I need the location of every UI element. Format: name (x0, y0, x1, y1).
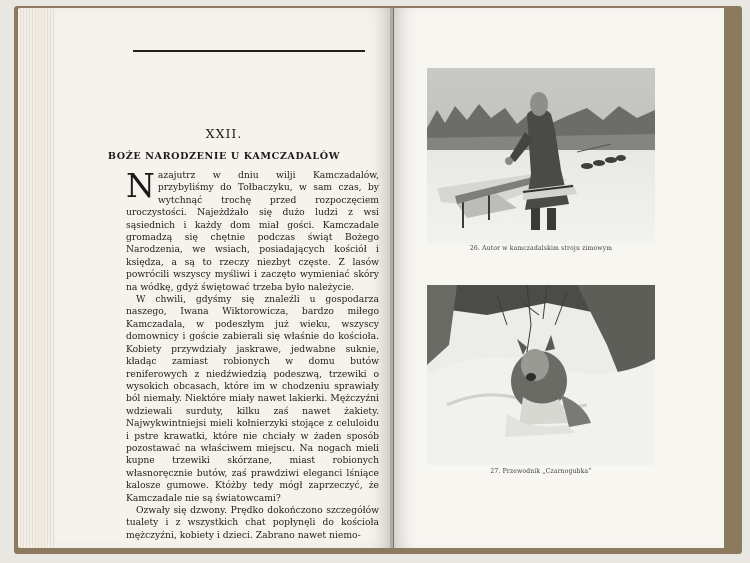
left-page (55, 8, 393, 548)
drop-cap: N (126, 166, 155, 205)
chapter-title: BOŻE NARODZENIE U KAMCZADALÓW (107, 151, 341, 162)
paragraph-text: azajutrz w dniu wilji Kamczadalów, przybyliśmy do Tołbaczyku, w sam czas, by wytchnąć trochę przed rozpoczęciem uroczystości. Najeżdżało się dużo ludzi z wsi sąsiednich i każdy dom miał gości. Kamczadale gromadzą się chętnie podczas świąt Bożego Narodzenia, we wsiach, posiadających kościół i księdza, a są to rzeczy niezbyt częste. Z lasów powrócili wszyscy myśliwi i zaczęto wymieniać skóry na wódkę, gdyż świętować trzeba było należycie. (126, 170, 379, 293)
paragraph: W chwili, gdyśmy się znaleźli u gospodarza naszego, Iwana Wiktorowicza, bardzo miłego Kamczadala, w podeszłym już wieku, wszyscy domownicy i goście zabierali się właśnie do kościoła. Kobiety przywdziały jaskrawe, jedwabne suknie, kładąc zamiast robionych w domu butów reniferowych z niedźwiedzią podeszwą, trzewiki o wysokich obcasach, które im w chodzeniu sprawiały ból niemały. Niektóre miały nawet lakierki. Mężczyźni wdziewali surduty, kilku zaś nawet żakiety. Najwykwintniejsi mieli kołnierzyki stojące z celuloidu i pstre krawatki, które nie chciały w żaden sposób pozostawać na właściwem miejscu. Na nogach mieli kupne trzewiki skórzane, miast robionych własnoręcznie butów, zaś prawdziwi eleganci lśniące kalosze gumowe. Któżby tedy mógł zaprzeczyć, że Kamczadale nie są światowcami? (126, 294, 379, 504)
page-edges (18, 8, 58, 548)
chapter-number: XXII. (205, 126, 243, 141)
paragraph: Ozwały się dzwony. Prędko dokończono szczegółów tualety i z wszystkich chat popłynęli do kościoła mężczyźni, kobiety i dzieci. Zabrano nawet niemo- (126, 504, 379, 541)
caption-text: 27. Przewodnik „Czarnogubka” (490, 468, 592, 475)
photo-caption (427, 245, 655, 252)
caption-text: 26. Autor w kamczadalskim stroju zimowym (469, 245, 613, 252)
paragraph (126, 166, 379, 294)
header-rule (133, 50, 365, 52)
body-text (126, 166, 379, 542)
photo-guide-dog (427, 285, 655, 465)
photo-caption (427, 468, 655, 475)
photo-author-winter-clothing (427, 68, 655, 244)
right-page (394, 8, 724, 548)
